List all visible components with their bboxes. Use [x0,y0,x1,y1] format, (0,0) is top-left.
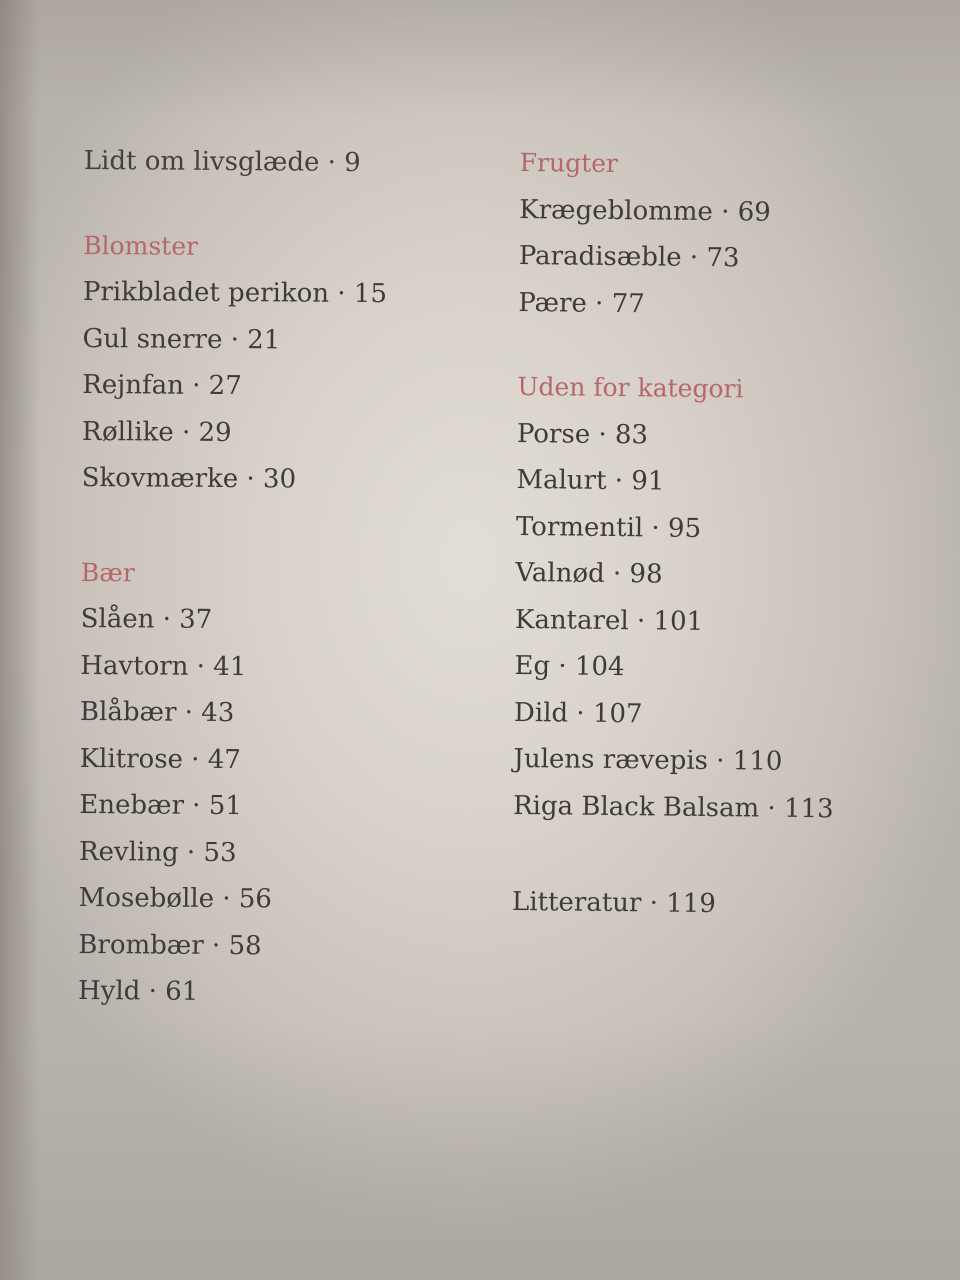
toc-entry: Valnød · 98 [515,557,663,590]
toc-entry: Mosebølle · 56 [78,882,272,915]
toc-entry: Røllike · 29 [81,416,232,448]
toc-entry: Pære · 77 [518,287,645,319]
toc-entry: Rejnfan · 27 [82,369,242,402]
toc-entry: Porse · 83 [516,418,649,450]
toc-entry: Havtorn · 41 [80,650,247,682]
toc-entry: Enebær · 51 [79,789,242,822]
toc-entry: Malurt · 91 [516,464,665,497]
toc-entry-intro: Lidt om livsglæde · 9 [83,145,361,178]
toc-entry: Klitrose · 47 [79,743,241,775]
toc-entry: Dild · 107 [513,697,643,729]
section-heading-frugter: Frugter [519,147,619,179]
toc-entry: Kantarel · 101 [514,604,704,637]
section-heading-baer: Bær [80,557,135,587]
toc-entry-literature: Litteratur · 119 [511,886,717,920]
toc-entry: Eg · 104 [514,650,625,683]
toc-entry: Krægeblomme · 69 [519,194,771,228]
toc-entry: Slåen · 37 [80,603,213,635]
page-shadow-top [0,0,960,120]
spacer [512,829,913,883]
section-heading-blomster: Blomster [83,230,199,261]
toc-left-column [78,138,484,1017]
spacer [83,184,483,225]
toc-entry: Blåbær · 43 [79,696,235,729]
toc-right-column [512,140,920,930]
toc-entry: Skovmærke · 30 [81,462,297,495]
toc-entry: Julens rævepis · 110 [513,743,783,777]
toc-entry: Gul snerre · 21 [82,323,281,355]
page-shadow-bottom [0,1020,960,1280]
toc-entry: Prikbladet perikon · 15 [82,276,388,310]
spacer [518,326,918,368]
section-heading-uden-for-kategori: Uden for kategori [517,371,744,404]
spacer [81,501,481,552]
toc-entry: Revling · 53 [78,836,237,868]
toc-entry: Riga Black Balsam · 113 [512,790,834,824]
toc-entry: Brombær · 58 [78,929,262,961]
toc-entry: Tormentil · 95 [515,511,702,544]
toc-entry: Hyld · 61 [77,975,199,1007]
toc-entry: Paradisæble · 73 [518,240,740,274]
